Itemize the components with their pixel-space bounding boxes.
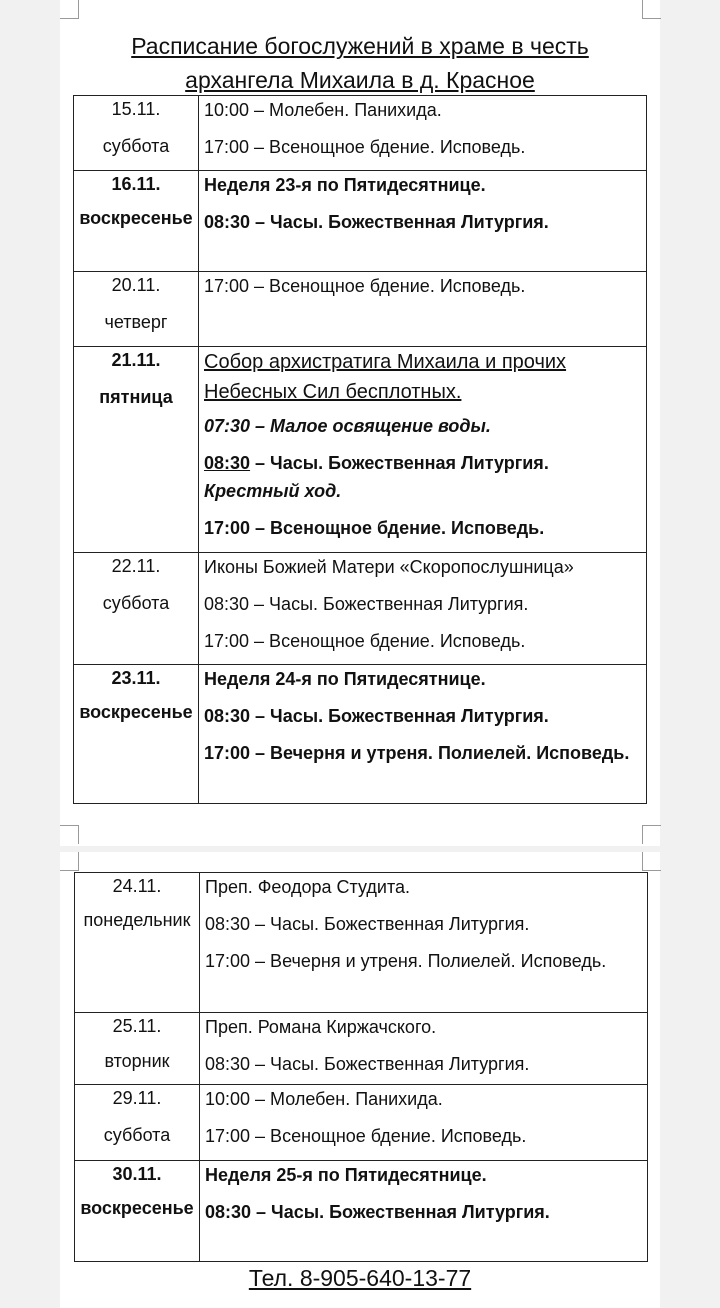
- services-cell: [200, 873, 648, 1013]
- date: 24.11.: [112, 876, 162, 896]
- service-line: Неделя 24-я по Пятидесятнице.: [204, 669, 486, 689]
- table-row: [74, 171, 647, 272]
- date-cell: [74, 272, 199, 347]
- service-line: 17:00 – Всенощное бдение. Исповедь.: [204, 137, 526, 157]
- phone-number: Тел. 8-905-640-13-77: [248, 1265, 472, 1291]
- service-line: 17:00 – Всенощное бдение. Исповедь.: [205, 1126, 527, 1146]
- date-cell: [74, 96, 199, 171]
- service-line: 17:00 – Вечерня и утреня. Полиелей. Исповедь.: [204, 743, 630, 763]
- table-row: [74, 347, 647, 553]
- corner-mark: [60, 825, 79, 844]
- service-line: 08:30 – Часы. Божественная Литургия.: [204, 594, 529, 614]
- weekday: суббота: [103, 1125, 171, 1145]
- weekday: пятница: [99, 387, 173, 407]
- corner-mark: [60, 0, 79, 19]
- page-title: [0, 29, 720, 97]
- weekday: четверг: [104, 312, 168, 332]
- date-cell: [75, 1013, 200, 1085]
- service-line: 17:00 – Всенощное бдение. Исповедь.: [204, 631, 526, 651]
- title-line-1: Расписание богослужений в храме в честь: [131, 33, 589, 60]
- date: 16.11.: [111, 174, 161, 194]
- date-cell: [74, 665, 199, 804]
- date-cell: [75, 873, 200, 1013]
- service-line: Преп. Романа Киржачского.: [205, 1017, 437, 1037]
- corner-mark: [642, 825, 661, 844]
- schedule-table-part-1: [73, 95, 647, 804]
- weekday: суббота: [102, 136, 170, 156]
- date: 15.11.: [111, 99, 161, 119]
- table-row: [74, 665, 647, 804]
- service-line: [204, 449, 646, 477]
- date-cell: [74, 553, 199, 665]
- service-line: Преп. Феодора Студита.: [205, 877, 411, 897]
- date-cell: [74, 347, 199, 553]
- weekday: вторник: [104, 1051, 170, 1071]
- table-row: [75, 1085, 648, 1161]
- service-line: Неделя 23-я по Пятидесятнице.: [204, 175, 486, 195]
- service-line: 10:00 – Молебен. Панихида.: [204, 100, 442, 120]
- date: 30.11.: [112, 1164, 162, 1184]
- weekday: воскресенье: [80, 1198, 194, 1218]
- service-line: 08:30 – Часы. Божественная Литургия.: [205, 1054, 530, 1074]
- service-line: 10:00 – Молебен. Панихида.: [205, 1089, 443, 1109]
- procession-line: Крестный ход.: [204, 481, 342, 501]
- corner-mark: [642, 852, 661, 871]
- table-row: [75, 1013, 648, 1085]
- services-cell: [199, 171, 647, 272]
- table-row: [74, 96, 647, 171]
- date: 22.11.: [111, 556, 161, 576]
- service-line: 07:30 – Малое освящение воды.: [204, 416, 491, 436]
- service-line: 17:00 – Вечерня и утреня. Полиелей. Исповедь.: [205, 951, 607, 971]
- date: 29.11.: [112, 1088, 162, 1108]
- weekday: воскресенье: [79, 208, 193, 228]
- services-cell: [200, 1161, 648, 1262]
- feast-title: Собор архистратига Михаила и прочих Небесных Сил бесплотных.: [204, 351, 567, 403]
- services-cell: [199, 347, 647, 553]
- service-line: 08:30 – Часы. Божественная Литургия.: [204, 212, 549, 232]
- service-line: Неделя 25-я по Пятидесятнице.: [205, 1165, 487, 1185]
- date-cell: [74, 171, 199, 272]
- date-cell: [75, 1085, 200, 1161]
- services-cell: [199, 665, 647, 804]
- table-row: [74, 553, 647, 665]
- service-line: 08:30 – Часы. Божественная Литургия.: [204, 706, 549, 726]
- date: 25.11.: [112, 1016, 162, 1036]
- services-cell: [200, 1085, 648, 1161]
- services-cell: [199, 553, 647, 665]
- liturgy-text: – Часы. Божественная Литургия.: [250, 453, 549, 473]
- date: 20.11.: [111, 275, 161, 295]
- corner-mark: [60, 852, 79, 871]
- table-row: [74, 272, 647, 347]
- weekday: воскресенье: [79, 702, 193, 722]
- service-line: 08:30 – Часы. Божественная Литургия.: [205, 1202, 550, 1222]
- corner-mark: [642, 0, 661, 19]
- service-line: Иконы Божией Матери «Скоропослушница»: [204, 557, 574, 577]
- liturgy-time: 08:30: [204, 453, 251, 473]
- service-line: 17:00 – Всенощное бдение. Исповедь.: [204, 518, 545, 538]
- date-cell: [75, 1161, 200, 1262]
- date: 21.11.: [111, 350, 161, 370]
- service-line: 08:30 – Часы. Божественная Литургия.: [205, 914, 530, 934]
- title-line-2: архангела Михаила в д. Красное: [185, 67, 535, 94]
- services-cell: [199, 272, 647, 347]
- services-cell: [199, 96, 647, 171]
- table-row: [75, 1161, 648, 1262]
- service-line: 17:00 – Всенощное бдение. Исповедь.: [204, 276, 526, 296]
- date: 23.11.: [111, 668, 161, 688]
- table-row: [75, 873, 648, 1013]
- weekday: понедельник: [83, 910, 191, 930]
- services-cell: [200, 1013, 648, 1085]
- weekday: суббота: [102, 593, 170, 613]
- schedule-table-part-2: [74, 872, 648, 1262]
